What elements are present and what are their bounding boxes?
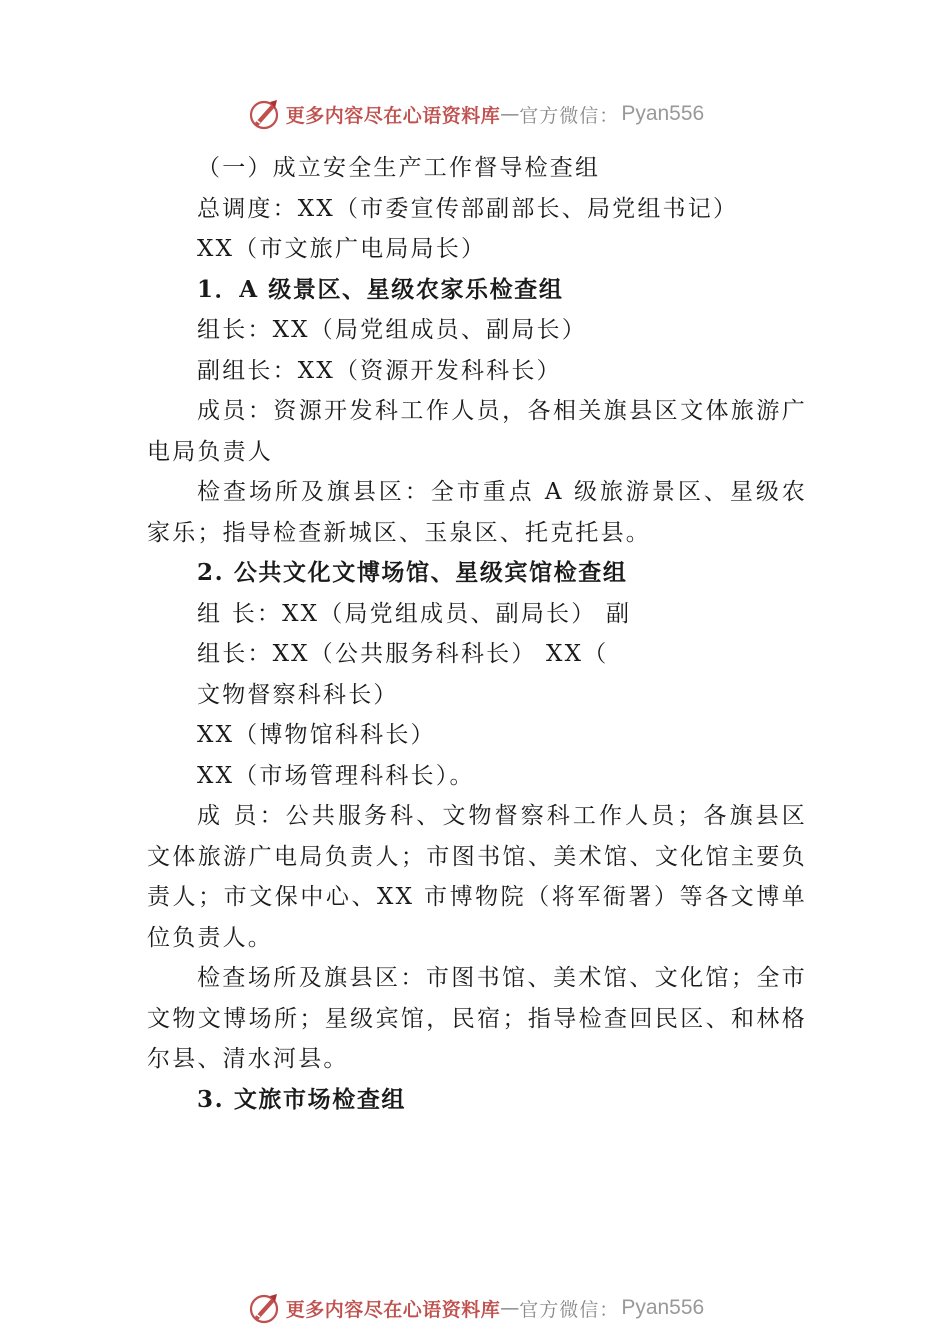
banner-separator: — <box>500 103 520 125</box>
group-1-members: 成员：资源开发科工作人员，各相关旗县区文体旅游广电局负责人 <box>147 398 807 465</box>
group-2-deputy-3: XX（博物馆科科长） <box>197 722 436 748</box>
document-body <box>147 148 807 1120</box>
group-2-scope: 检查场所及旗县区：市图书馆、美术馆、文化馆；全市文物文博场所；星级宾馆，民宿；指导检查回民区、和林格尔县、清水河县。 <box>147 965 807 1072</box>
banner-text: 更多内容尽在心语资料库 <box>285 1298 501 1321</box>
group-2-leader: 组 长：XX（局党组成员、副局长） 副 <box>197 600 632 627</box>
footer-banner <box>0 1288 950 1328</box>
group-2-title: 2. 公共文化文博场馆、星级宾馆检查组 <box>197 559 628 586</box>
group-1-scope: 检查场所及旗县区：全市重点 A 级旅游景区、星级农家乐；指导检查新城区、玉泉区、托克托县。 <box>147 479 807 546</box>
chief-line-2: XX（市文旅广电局局长） <box>197 236 487 262</box>
group-2-deputy-4: XX（市场管理科科长）。 <box>197 762 475 789</box>
section-heading: （一）成立安全生产工作督导检查组 <box>197 155 601 181</box>
chief-line: 总调度：XX（市委宣传部副部长、局党组书记） <box>197 195 739 222</box>
group-1-deputy: 副组长：XX（资源开发科科长） <box>197 357 562 384</box>
group-2-members: 成 员：公共服务科、文物督察科工作人员；各旗县区文体旅游广电局负责人；市图书馆、美术馆、文化馆主要负责人；市文保中心、XX 市博物院（将军衙署）等各文博单位负责人。 <box>147 803 807 951</box>
group-1-leader: 组长：XX（局党组成员、副局长） <box>197 317 587 343</box>
group-2-deputy-cont: 文物督察科科长） <box>197 681 399 708</box>
group-2-deputy: 组长：XX（公共服务科科长） XX（ <box>197 641 609 667</box>
group-3-title: 3. 文旅市场检查组 <box>197 1085 407 1113</box>
banner-text: 更多内容尽在心语资料库 <box>285 104 501 127</box>
banner-wechat-id: Pyan556 <box>621 102 705 125</box>
banner-wechat-label: 官方微信： <box>519 104 620 127</box>
header-banner <box>0 94 950 134</box>
banner-wechat-id: Pyan556 <box>621 1296 705 1319</box>
banner-wechat-label: 官方微信： <box>519 1298 620 1321</box>
quill-pen-logo-icon <box>246 96 282 132</box>
quill-pen-logo-icon <box>246 1290 282 1326</box>
group-1-title: 1．A 级景区、星级农家乐检查组 <box>197 275 564 303</box>
banner-separator: — <box>500 1297 520 1319</box>
